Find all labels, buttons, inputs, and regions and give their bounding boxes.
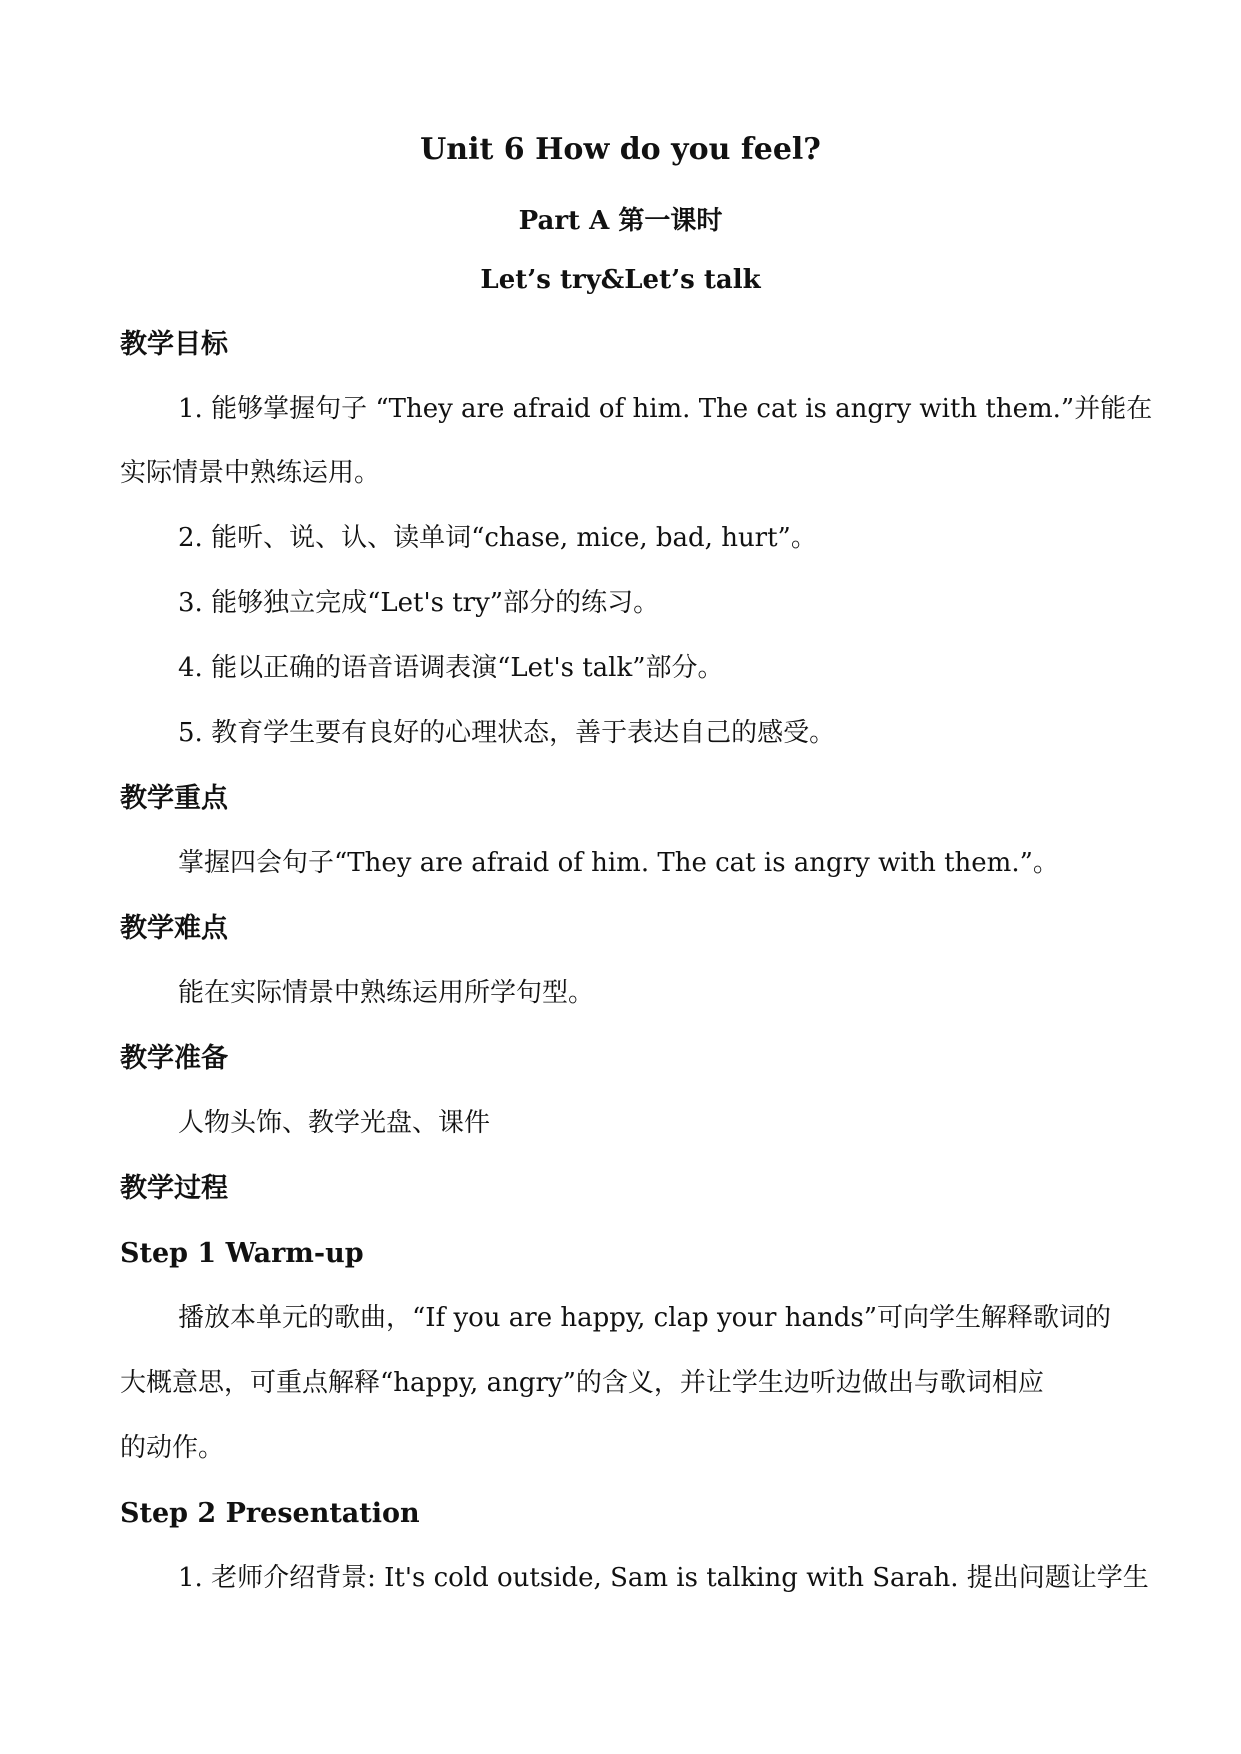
objective-item-1-cont: 实际情景中熟练运用。 [120,458,381,488]
preparation-heading: 教学准备 [120,1043,228,1074]
difficulties-text: 能在实际情景中熟练运用所学句型。 [178,978,595,1008]
objective-item-2: 2. 能听、说、认、读单词“chase, mice, bad, hurt”。 [178,523,817,553]
key-points-text: 掌握四会句子“They are afraid of him. The cat is angry with them.”。 [178,848,1059,878]
step1-text-line-1: 播放本单元的歌曲，“If you are happy, clap your hands”可向学生解释歌词的 [178,1303,1112,1333]
objective-item-4: 4. 能以正确的语音语调表演“Let's talk”部分。 [178,653,724,683]
document-title: Unit 6 How do you feel? [420,132,821,167]
preparation-text: 人物头饰、教学光盘、课件 [178,1108,491,1138]
objective-item-1: 1. 能够掌握句子 “They are afraid of him. The cat is angry with them.”并能在 [178,394,1153,424]
key-points-heading: 教学重点 [120,783,228,814]
step1-text-line-3: 的动作。 [120,1433,225,1463]
document-subtitle: Part A 第一课时 [518,206,723,236]
process-heading: 教学过程 [120,1173,228,1204]
step2-heading: Step 2 Presentation [120,1498,420,1529]
step1-text-line-2: 大概意思，可重点解释“happy, angry”的含义，并让学生边听边做出与歌词相应 [120,1368,1044,1398]
difficulties-heading: 教学难点 [120,913,228,944]
objective-item-3: 3. 能够独立完成“Let's try”部分的练习。 [178,588,660,618]
step2-item-1: 1. 老师介绍背景: It's cold outside, Sam is talking with Sarah. 提出问题让学生 [178,1563,1149,1593]
objectives-heading: 教学目标 [120,329,228,360]
step1-heading: Step 1 Warm-up [120,1238,364,1269]
lesson-title: Let’s try&Let’s talk [480,265,761,295]
objective-item-5: 5. 教育学生要有良好的心理状态，善于表达自己的感受。 [178,718,836,748]
